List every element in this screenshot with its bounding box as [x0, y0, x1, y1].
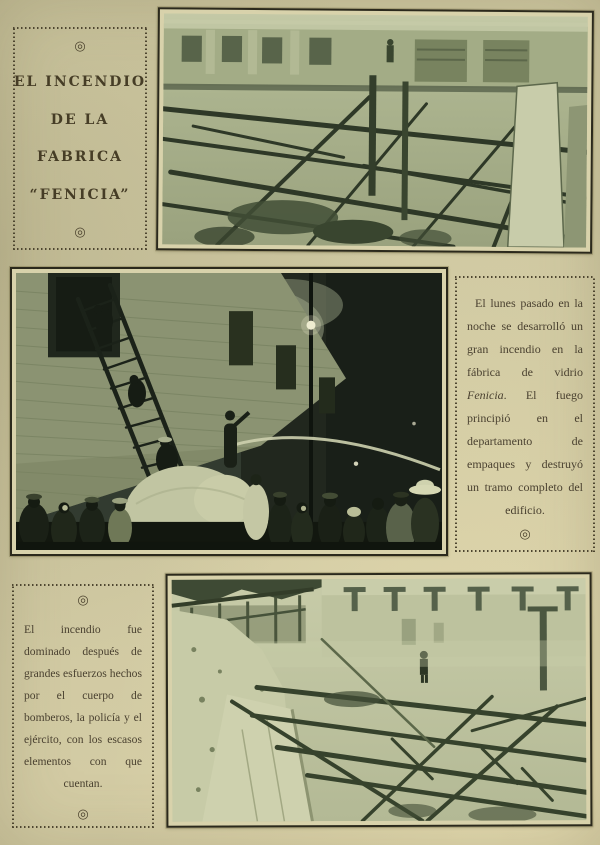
photo-night-fire-art — [16, 273, 442, 550]
figure-on-wall — [387, 39, 394, 62]
caption-text: El incendio fue dominado después de grandes esfuerzos hechos por el cuerpo de bomberos, la policía y el ejército, con los escasos elementos con que cuentan. — [24, 622, 142, 790]
photo-ruins-wide — [156, 7, 594, 253]
headline-line: EL INCENDIO — [13, 73, 147, 90]
caption-text-fenicia: Fenicia — [467, 388, 504, 402]
headline-line: FABRICA — [36, 149, 123, 166]
photo-ruins-interior-art — [172, 578, 587, 821]
photo-night-fire — [10, 267, 448, 556]
ornament-icon: ◎ — [74, 223, 86, 239]
photo-ruins-interior — [166, 572, 593, 827]
caption-text-end: . El fuego principió en el departamento de empaques y destruyó un tramo completo del edificio. — [467, 388, 583, 517]
caption-text — [467, 292, 583, 522]
photo-ruins-wide-art — [162, 13, 588, 247]
pale-pillar — [508, 82, 588, 247]
ornament-icon: ◎ — [74, 38, 86, 53]
caption-box-left — [12, 584, 154, 828]
ornament-icon: ◎ — [77, 592, 89, 607]
headline-line: DE LA — [50, 111, 110, 128]
headline-box — [13, 27, 147, 250]
ornament-icon: ◎ — [519, 526, 531, 541]
headline-line: “FENICIA” — [29, 187, 131, 204]
caption-text-start: El lunes pasado en la noche se desarrolló un gran incendio en la fábrica de vidrio — [467, 296, 583, 379]
ornament-icon: ◎ — [77, 806, 89, 821]
caption-box-right — [455, 276, 595, 552]
